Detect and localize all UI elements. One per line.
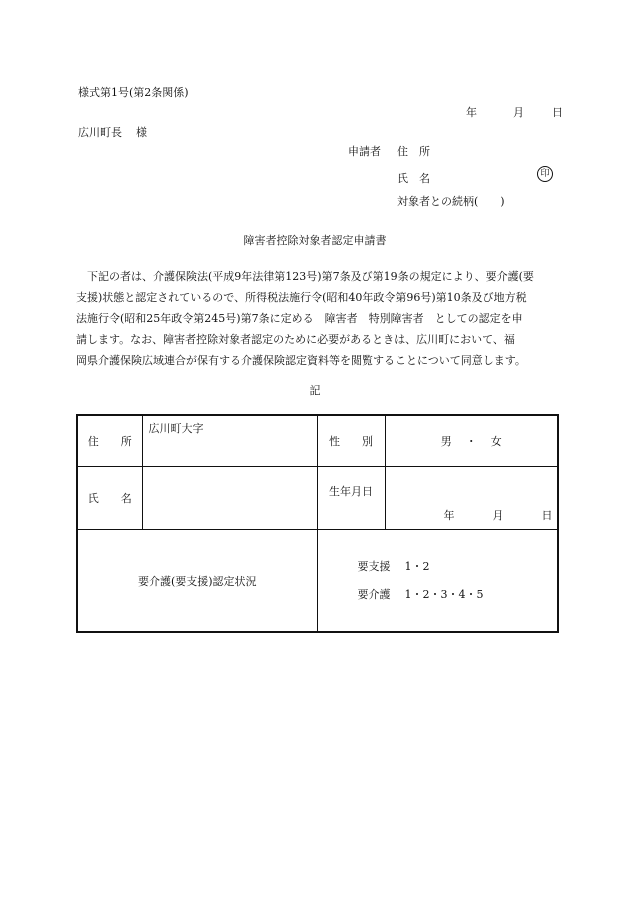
birth-date-fields bbox=[444, 507, 553, 523]
gender-options bbox=[385, 415, 558, 467]
birth-label: 生年月日 bbox=[317, 467, 385, 530]
form-number: 様式第1号(第2条関係) bbox=[78, 86, 189, 99]
care-status-label: 要介護(要支援)認定状況 bbox=[77, 530, 317, 633]
name-label: 氏 名 bbox=[77, 467, 142, 530]
subject-info-table bbox=[76, 414, 559, 633]
support-values: 1・2 bbox=[404, 559, 430, 573]
application-date bbox=[466, 104, 563, 120]
gender-female: 女 bbox=[490, 435, 502, 448]
applicant-label: 申請者 bbox=[348, 145, 381, 158]
document-title: 障害者控除対象者認定申請書 bbox=[243, 234, 387, 247]
care-status-values bbox=[317, 530, 558, 633]
gender-separator: ・ bbox=[465, 435, 477, 448]
applicant-address-label: 住 所 bbox=[397, 145, 430, 158]
seal-mark: 印 bbox=[537, 166, 553, 182]
relation-label: 対象者との続柄( ) bbox=[397, 195, 505, 208]
name-value bbox=[142, 467, 317, 530]
body-line-1: 下記の者は、介護保険法(平成9年法律第123号)第7条及び第19条の規定により、要介護(要 bbox=[87, 270, 534, 283]
care-level-values: 1・2・3・4・5 bbox=[404, 587, 484, 601]
date-month-label: 月 bbox=[513, 106, 524, 119]
body-paragraph bbox=[76, 266, 556, 371]
support-line bbox=[358, 553, 558, 581]
birth-year-label: 年 bbox=[443, 509, 455, 522]
addressee-honorific: 様 bbox=[136, 126, 147, 139]
name-row bbox=[77, 467, 558, 530]
ki-heading: 記 bbox=[309, 384, 321, 397]
applicant-name-label: 氏 名 bbox=[397, 172, 430, 185]
gender-label: 性 別 bbox=[317, 415, 385, 467]
addressee bbox=[78, 124, 147, 140]
body-line-5: 岡県介護保険広域連合が保有する介護保険認定資料等を閲覧することについて同意します。 bbox=[76, 354, 526, 367]
addressee-name: 広川町長 bbox=[78, 126, 122, 139]
address-value: 広川町大字 bbox=[142, 415, 317, 467]
date-day-label: 日 bbox=[552, 106, 563, 119]
birth-day-label: 日 bbox=[541, 509, 553, 522]
care-level-label: 要介護 bbox=[357, 587, 391, 601]
care-status-row bbox=[77, 530, 558, 633]
support-label: 要支援 bbox=[357, 559, 391, 573]
birth-month-label: 月 bbox=[492, 509, 504, 522]
address-label: 住 所 bbox=[77, 415, 142, 467]
address-row bbox=[77, 415, 558, 467]
care-level-line bbox=[358, 581, 558, 609]
body-line-4: 請します。なお、障害者控除対象者認定のために必要があるときは、広川町において、福 bbox=[76, 333, 515, 346]
body-line-3: 法施行令(昭和25年政令第245号)第7条に定める 障害者 特別障害者 としての認定を申 bbox=[76, 312, 523, 325]
date-year-label: 年 bbox=[466, 106, 477, 119]
birth-value bbox=[385, 467, 558, 530]
body-line-2: 支援)状態と認定されているので、所得税法施行令(昭和40年政令第96号)第10条及び地方税 bbox=[76, 291, 527, 304]
gender-male: 男 bbox=[440, 435, 452, 448]
